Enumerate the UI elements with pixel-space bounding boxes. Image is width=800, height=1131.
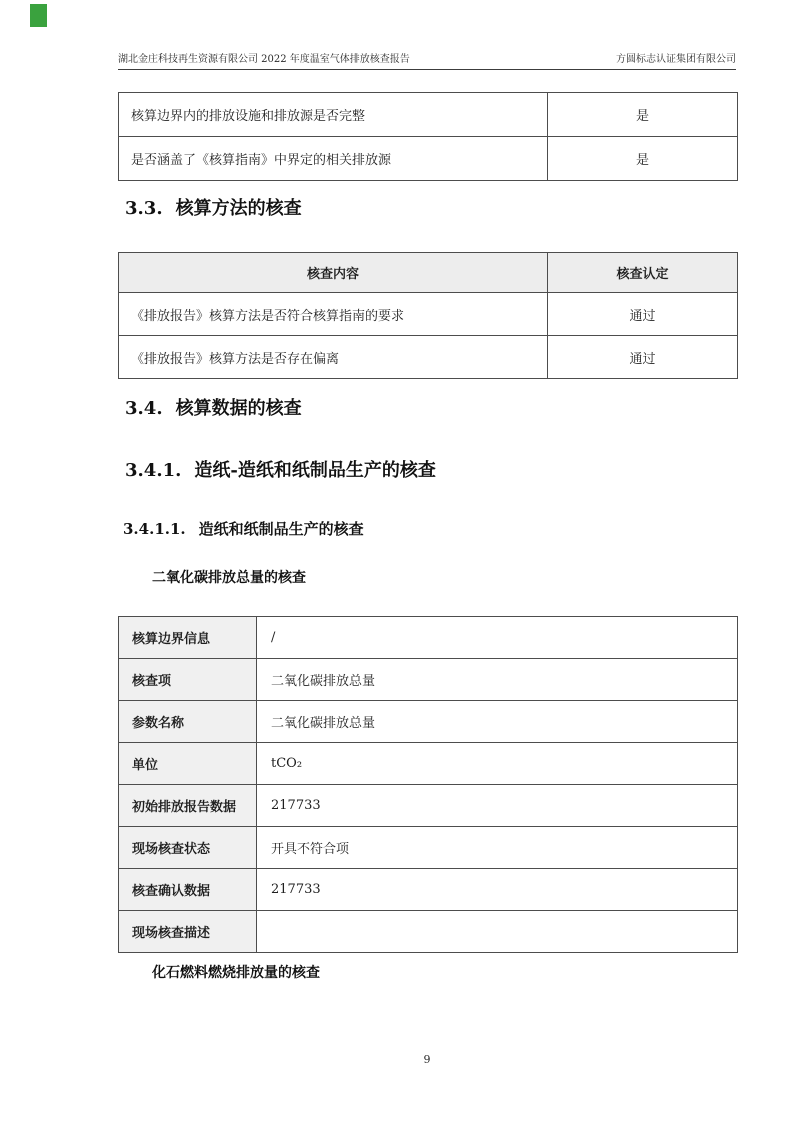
table-row — [119, 785, 738, 827]
table-row — [119, 137, 738, 181]
section-heading-3-4 — [125, 397, 302, 421]
table-row — [119, 336, 738, 379]
table-row — [119, 743, 738, 785]
section-heading-3-3 — [125, 197, 302, 221]
section-number: 3.4.1.1. — [123, 520, 186, 538]
field-label-cell: 核算边界信息 — [119, 617, 257, 659]
page-number: 9 — [423, 1053, 431, 1066]
field-value-cell: 二氧化碳排放总量 — [257, 701, 738, 743]
check-result-cell: 是 — [548, 137, 738, 181]
check-content-cell: 核算边界内的排放设施和排放源是否完整 — [119, 93, 548, 137]
table-row — [119, 869, 738, 911]
check-result-cell: 通过 — [548, 293, 738, 336]
boundary-check-table — [118, 92, 738, 181]
page-header — [118, 54, 736, 70]
table-row — [119, 827, 738, 869]
header-company-name: 方圆标志认证集团有限公司 — [616, 54, 736, 65]
field-value-cell: tCO₂ — [257, 743, 738, 785]
method-check-table — [118, 252, 738, 379]
field-label-cell: 初始排放报告数据 — [119, 785, 257, 827]
field-label-cell: 参数名称 — [119, 701, 257, 743]
table-row — [119, 617, 738, 659]
field-value-cell: / — [257, 617, 738, 659]
table-row — [119, 93, 738, 137]
check-content-cell: 《排放报告》核算方法是否符合核算指南的要求 — [119, 293, 548, 336]
check-content-cell: 《排放报告》核算方法是否存在偏离 — [119, 336, 548, 379]
check-content-cell: 是否涵盖了《核算指南》中界定的相关排放源 — [119, 137, 548, 181]
check-result-cell: 通过 — [548, 336, 738, 379]
subsection-title-co2-total: 二氧化碳排放总量的核查 — [152, 570, 306, 586]
column-header-result: 核查认定 — [548, 253, 738, 293]
field-label-cell: 单位 — [119, 743, 257, 785]
section-title: 造纸和纸制品生产的核查 — [198, 520, 364, 538]
section-title: 核算数据的核查 — [175, 398, 302, 419]
table-row — [119, 911, 738, 953]
section-title: 造纸-造纸和纸制品生产的核查 — [194, 460, 436, 481]
field-value-cell: 开具不符合项 — [257, 827, 738, 869]
column-header-content: 核查内容 — [119, 253, 548, 293]
green-marker — [30, 4, 47, 27]
field-value-cell: 217733 — [257, 785, 738, 827]
table-row — [119, 659, 738, 701]
field-value-cell: 217733 — [257, 869, 738, 911]
section-title: 核算方法的核查 — [175, 198, 302, 219]
section-heading-3-4-1-1 — [123, 519, 364, 539]
section-number: 3.3. — [125, 198, 163, 219]
field-value-cell: 二氧化碳排放总量 — [257, 659, 738, 701]
table-row — [119, 293, 738, 336]
section-heading-3-4-1 — [125, 459, 436, 483]
field-value-cell — [257, 911, 738, 953]
table-header-row — [119, 253, 738, 293]
table-row — [119, 701, 738, 743]
section-number: 3.4.1. — [125, 460, 182, 481]
field-label-cell: 核查确认数据 — [119, 869, 257, 911]
field-label-cell: 现场核查描述 — [119, 911, 257, 953]
section-number: 3.4. — [125, 398, 163, 419]
field-label-cell: 核查项 — [119, 659, 257, 701]
header-report-title: 湖北金庄科技再生资源有限公司 2022 年度温室气体排放核查报告 — [118, 54, 410, 65]
subsection-title-fossil-fuel: 化石燃料燃烧排放量的核查 — [152, 965, 320, 981]
field-label-cell: 现场核查状态 — [119, 827, 257, 869]
check-result-cell: 是 — [548, 93, 738, 137]
co2-emission-detail-table — [118, 616, 738, 953]
